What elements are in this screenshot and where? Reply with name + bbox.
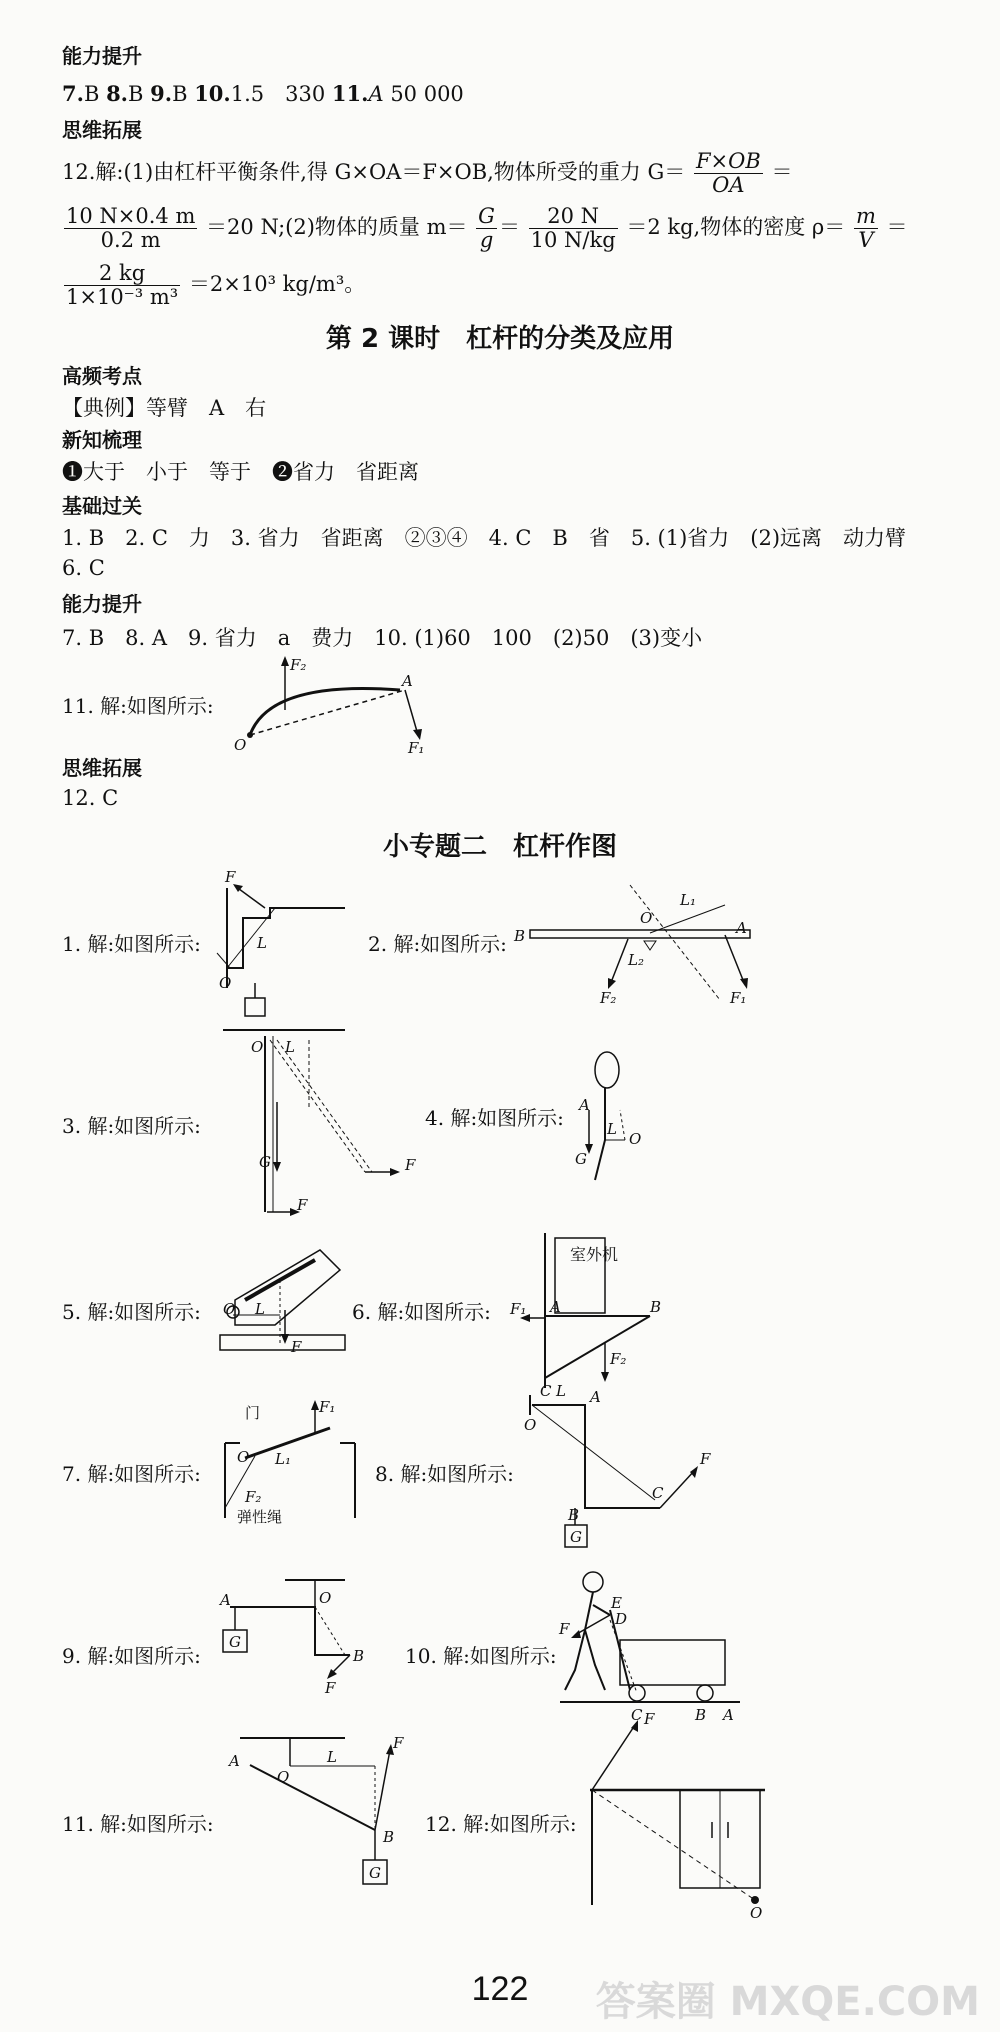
q11-caption: 11. 解:如图所示: [62, 694, 214, 718]
svg-text:O: O [524, 1416, 537, 1434]
section-title-3: 小专题二 杠杆作图 [382, 832, 617, 862]
new-items: ❶大于 小于 等于 ❷省力 省距离 [62, 460, 419, 484]
figure-2 [510, 875, 760, 1005]
svg-text:F: F [325, 1679, 336, 1697]
svg-text:G: G [369, 1864, 381, 1882]
svg-text:O: O [640, 909, 653, 927]
watermark: 答案圈 MXQE.COM [595, 1979, 980, 2025]
svg-text:L₁: L₁ [275, 1450, 291, 1468]
svg-text:F: F [644, 1710, 655, 1728]
svg-text:弹性绳: 弹性绳 [237, 1508, 283, 1526]
caption-2: 2. 解:如图所示: [368, 932, 507, 956]
page-number: 122 [471, 1970, 529, 2008]
heading-think-2: 思维拓展 [62, 756, 142, 780]
svg-text:O: O [750, 1904, 763, 1922]
svg-text:O: O [234, 736, 247, 754]
svg-text:L: L [257, 934, 267, 952]
svg-text:O: O [319, 1589, 332, 1607]
svg-text:A: A [550, 1298, 561, 1316]
basic-line1: 1. B 2. C 力 3. 省力 省距离 ②③④ 4. C B 省 5. (1)省力 (2)远离 动力臂 [62, 526, 907, 550]
svg-text:L: L [556, 1382, 566, 1400]
heading-new: 新知梳理 [62, 428, 142, 452]
heading-ability: 能力提升 [62, 44, 142, 68]
figure-11 [215, 1730, 415, 1900]
svg-text:A: A [590, 1388, 601, 1406]
svg-text:G: G [575, 1150, 587, 1168]
svg-text:G: G [570, 1528, 582, 1546]
svg-text:C: C [631, 1706, 643, 1724]
svg-text:G: G [229, 1633, 241, 1651]
svg-text:F: F [405, 1156, 416, 1174]
figure-7 [215, 1398, 365, 1528]
svg-text:F₁: F₁ [408, 739, 425, 757]
svg-text:L: L [255, 1300, 265, 1318]
svg-text:D: D [615, 1610, 628, 1628]
svg-text:门: 门 [245, 1404, 261, 1422]
svg-text:B: B [650, 1298, 662, 1316]
caption-7: 7. 解:如图所示: [62, 1462, 201, 1486]
svg-text:E: E [611, 1594, 622, 1612]
svg-text:C: C [652, 1484, 664, 1502]
svg-text:B: B [695, 1706, 707, 1724]
svg-text:B: B [568, 1506, 580, 1524]
ability-line: 7. B 8. A 9. 省力 a 费力 10. (1)60 100 (2)50 (3)变小 [62, 626, 703, 650]
caption-9: 9. 解:如图所示: [62, 1644, 201, 1668]
svg-text:B: B [514, 927, 526, 945]
figure-12 [560, 1710, 770, 1922]
heading-basic: 基础过关 [62, 494, 142, 518]
caption-5: 5. 解:如图所示: [62, 1300, 201, 1324]
q12-answer: 12. C [62, 786, 119, 810]
svg-text:L: L [607, 1120, 617, 1138]
svg-text:F₂: F₂ [290, 656, 307, 674]
svg-text:F: F [393, 1734, 404, 1752]
q12-line3: $\frac{2 kg}{\text{1×10⁻³ m³}}$ ＝2×10³ kg/m³。 [66, 261, 366, 310]
svg-text:L₂: L₂ [628, 951, 644, 969]
figure-5 [215, 1240, 350, 1360]
svg-text:A: A [229, 1752, 240, 1770]
svg-text:O: O [237, 1448, 250, 1466]
svg-text:A: A [220, 1591, 231, 1609]
figure-6 [510, 1228, 680, 1398]
svg-text:F₂: F₂ [600, 989, 617, 1007]
q12-line2: $\frac{10 N\times 0.4 m}{0.2 m}$ ＝20 N;(2)物体的质量 m＝ $\frac{G}{g}$ ＝ $\frac{20 N}{10 N/kg}$ ＝2 kg,物体的密度 ρ＝ $\frac{m}{V}$ ＝ [66, 204, 908, 253]
svg-text:G: G [259, 1153, 271, 1171]
example-line: 【典例】等臂 A 右 [62, 396, 267, 420]
caption-10: 10. 解:如图所示: [405, 1644, 557, 1668]
heading-ability-2: 能力提升 [62, 592, 142, 616]
svg-text:F: F [291, 1338, 302, 1356]
svg-text:A: A [579, 1096, 590, 1114]
caption-6: 6. 解:如图所示: [352, 1300, 491, 1324]
svg-text:A: A [723, 1706, 734, 1724]
svg-text:F₁: F₁ [510, 1300, 527, 1318]
heading-high: 高频考点 [62, 364, 142, 388]
figure-9 [215, 1575, 375, 1705]
figure-10 [555, 1560, 745, 1730]
figure-8 [520, 1390, 720, 1570]
svg-text:A: A [736, 919, 747, 937]
svg-text:F₂: F₂ [610, 1350, 627, 1368]
caption-3: 3. 解:如图所示: [62, 1114, 201, 1138]
svg-text:室外机: 室外机 [570, 1245, 619, 1264]
svg-text:O: O [223, 1300, 236, 1318]
q12-line1: 12.解:(1)由杠杆平衡条件,得 G×OA＝F×OB,物体所受的重力 G＝ $\frac{F\times OB}{OA}$ ＝ [62, 149, 793, 198]
svg-text:A: A [402, 672, 413, 690]
svg-text:F: F [225, 868, 236, 886]
svg-text:L: L [285, 1038, 295, 1056]
svg-text:L₁: L₁ [680, 891, 696, 909]
svg-text:F₂: F₂ [245, 1488, 262, 1506]
svg-text:B: B [383, 1828, 395, 1846]
svg-text:O: O [629, 1130, 642, 1148]
caption-4: 4. 解:如图所示: [425, 1106, 564, 1130]
figure-3 [215, 1022, 425, 1222]
svg-text:O: O [251, 1038, 264, 1056]
caption-8: 8. 解:如图所示: [375, 1462, 514, 1486]
svg-text:F: F [700, 1450, 711, 1468]
svg-text:F: F [559, 1620, 570, 1638]
heading-think: 思维拓展 [62, 118, 142, 142]
section-title-2: 第 2 课时 杠杆的分类及应用 [325, 324, 675, 354]
figure-1 [215, 868, 355, 1018]
svg-text:C: C [540, 1382, 552, 1400]
basic-line2: 6. C [62, 556, 105, 580]
svg-text:F₁: F₁ [319, 1398, 336, 1416]
figure-q11 [230, 650, 440, 760]
caption-12: 12. 解:如图所示: [425, 1812, 577, 1836]
svg-text:O: O [277, 1768, 290, 1786]
svg-text:F: F [297, 1196, 308, 1214]
svg-text:L: L [327, 1748, 337, 1766]
svg-text:B: B [353, 1647, 365, 1665]
figure-4 [565, 1040, 665, 1190]
svg-text:F₁: F₁ [730, 989, 747, 1007]
answer-line-7-11: 7.B 8.B 9.B 10.1.5 330 11.A 50 000 [62, 81, 464, 106]
svg-text:O: O [219, 974, 232, 992]
caption-11: 11. 解:如图所示: [62, 1812, 214, 1836]
caption-1: 1. 解:如图所示: [62, 932, 201, 956]
